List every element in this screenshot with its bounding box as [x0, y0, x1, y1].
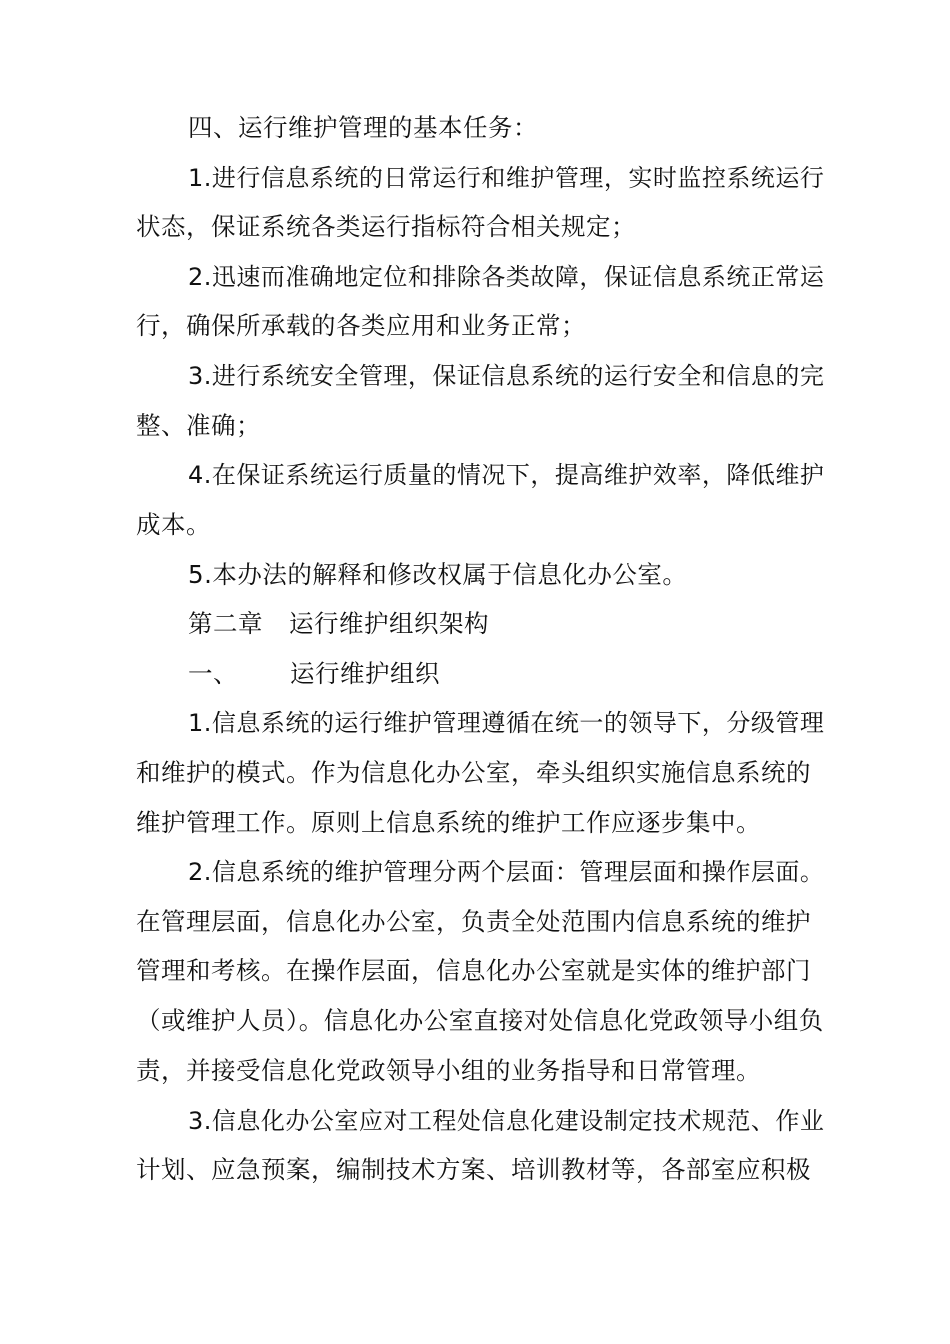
- section-one-title: 运行维护组织: [290, 659, 440, 688]
- paragraph-1-line-1: 1.信息系统的运行维护管理遵循在统一的领导下，分级管理: [188, 709, 825, 737]
- paragraph-2-line-3: 管理和考核。在操作层面，信息化办公室就是实体的维护部门: [136, 956, 811, 985]
- paragraph-1-line-2: 和维护的模式。作为信息化办公室，牵头组织实施信息系统的: [136, 758, 811, 787]
- paragraph-2-line-5: 责，并接受信息化党政领导小组的业务指导和日常管理。: [136, 1056, 761, 1085]
- paragraph-2-line-4: （或维护人员）。信息化办公室直接对处信息化党政领导小组负: [136, 1006, 824, 1035]
- task-1-line-2: 状态，保证系统各类运行指标符合相关规定；: [136, 212, 636, 241]
- task-3-line-1: 3.进行系统安全管理，保证信息系统的运行安全和信息的完: [188, 362, 825, 390]
- paragraph-3-line-1: 3.信息化办公室应对工程处信息化建设制定技术规范、作业: [188, 1107, 825, 1135]
- paragraph-2-line-2: 在管理层面，信息化办公室，负责全处范围内信息系统的维护: [136, 907, 811, 936]
- task-1-line-1: 1.进行信息系统的日常运行和维护管理，实时监控系统运行: [188, 164, 825, 192]
- paragraph-2-line-1: 2.信息系统的维护管理分两个层面：管理层面和操作层面。: [188, 858, 825, 886]
- section-one-heading: [188, 659, 440, 689]
- task-2-line-1: 2.迅速而准确地定位和排除各类故障，保证信息系统正常运: [188, 263, 825, 291]
- task-3-line-2: 整、准确；: [136, 411, 261, 440]
- section-one-number: 一、: [188, 659, 238, 688]
- chapter-two-title: 运行维护组织架构: [289, 609, 489, 638]
- section-four-heading: 四、运行维护管理的基本任务：: [188, 113, 538, 142]
- chapter-two-number: 第二章: [188, 609, 263, 638]
- paragraph-3-line-2: 计划、应急预案，编制技术方案、培训教材等，各部室应积极: [136, 1155, 811, 1184]
- task-4-line-2: 成本。: [136, 510, 211, 539]
- paragraph-1-line-3: 维护管理工作。原则上信息系统的维护工作应逐步集中。: [136, 808, 761, 837]
- task-2-line-2: 行，确保所承载的各类应用和业务正常；: [136, 311, 586, 340]
- task-5-line-1: 5.本办法的解释和修改权属于信息化办公室。: [188, 560, 688, 589]
- task-4-line-1: 4.在保证系统运行质量的情况下，提高维护效率，降低维护: [188, 461, 825, 489]
- chapter-two-heading: [188, 609, 489, 639]
